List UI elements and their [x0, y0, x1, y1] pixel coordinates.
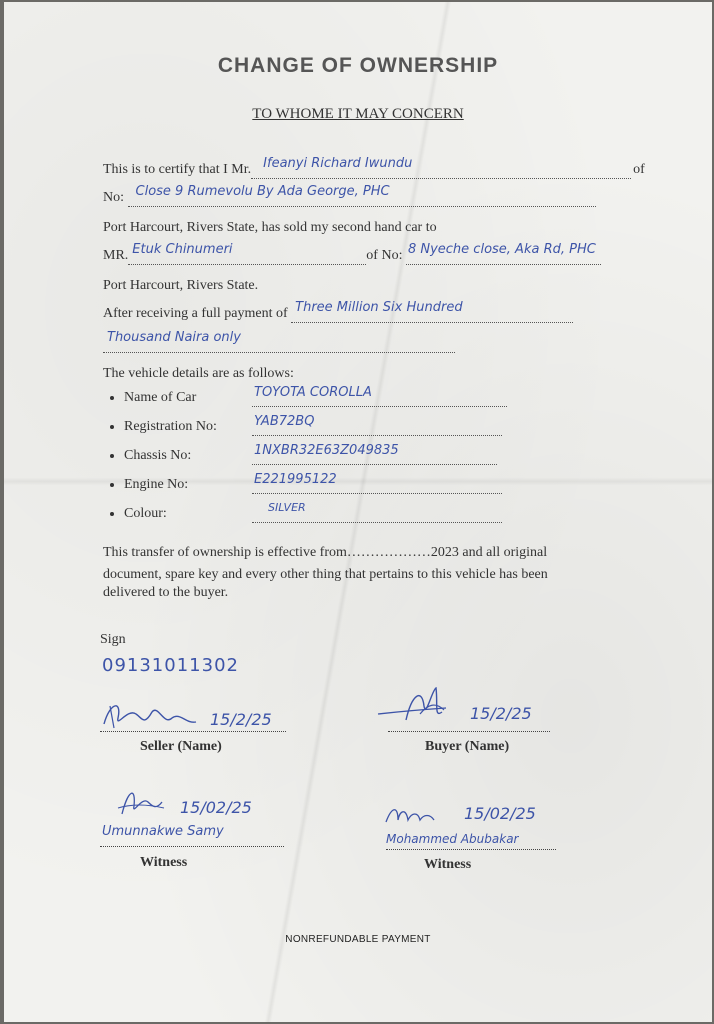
- vehicle-detail-engine: [124, 472, 507, 506]
- vehicle-detail-field: [252, 414, 502, 436]
- vehicle-detail-field: [252, 443, 497, 465]
- document-page: [4, 2, 712, 1022]
- witness2-date: 15/02/25: [464, 804, 536, 823]
- buyer-line: [103, 242, 601, 265]
- witness1-signature: [116, 784, 176, 820]
- witness2-name: Mohammed Abubakar: [386, 832, 519, 846]
- buyer-name-value: Etuk Chinumeri: [132, 242, 233, 257]
- of-no-label: of No:: [366, 248, 403, 263]
- payment-line-2: [103, 330, 455, 353]
- transfer-line-1: This transfer of ownership is effective from………………2023 and all original: [103, 545, 548, 560]
- payment-value-1: Three Million Six Hundred: [295, 300, 463, 315]
- vehicle-detail-label: Colour:: [124, 506, 167, 521]
- sign-label: Sign: [100, 632, 126, 647]
- no-label: No:: [103, 190, 124, 205]
- vehicle-detail-name: [124, 385, 507, 419]
- vehicle-intro: The vehicle details are as follows:: [103, 366, 294, 381]
- mr-label: MR.: [103, 248, 129, 263]
- buyer-city-line: Port Harcourt, Rivers State.: [103, 278, 259, 293]
- buyer-address-value: 8 Nyeche close, Aka Rd, PHC: [407, 242, 596, 257]
- witness1-signature-line: [100, 846, 284, 847]
- witness2-caption: Witness: [424, 857, 472, 872]
- vehicle-detail-value: YAB72BQ: [254, 414, 315, 429]
- seller-caption: Seller (Name): [140, 739, 222, 754]
- of-label: of: [633, 162, 645, 177]
- phone-number: 09131011302: [102, 655, 239, 676]
- buyer-date: 15/2/25: [470, 704, 532, 723]
- transfer-line-2: document, spare key and every other thing that pertains to this vehicle has been: [103, 567, 548, 582]
- vehicle-detail-colour: [124, 501, 507, 535]
- payment-field-1: [291, 300, 573, 323]
- witness1-name: Umunnakwe Samy: [102, 824, 224, 839]
- vehicle-detail-value: TOYOTA COROLLA: [254, 385, 372, 400]
- seller-address-field: [128, 184, 596, 207]
- sold-line: Port Harcourt, Rivers State, has sold my second hand car to: [103, 220, 437, 235]
- transfer-line-3: delivered to the buyer.: [103, 585, 229, 600]
- payment-field-2: [103, 330, 455, 353]
- footer-note: NONREFUNDABLE PAYMENT: [285, 934, 431, 945]
- document-title: CHANGE OF OWNERSHIP: [217, 54, 499, 77]
- buyer-signature: [376, 684, 476, 726]
- vehicle-detail-field: [252, 385, 507, 407]
- buyer-address-field: [406, 242, 601, 265]
- seller-name-value: Ifeanyi Richard Iwundu: [263, 156, 413, 171]
- seller-signature: [100, 698, 220, 734]
- vehicle-detail-field: [252, 501, 502, 523]
- vehicle-detail-value: SILVER: [268, 501, 306, 514]
- certify-line: [103, 156, 645, 179]
- witness1-date: 15/02/25: [180, 798, 252, 817]
- seller-name-field: [251, 156, 631, 179]
- vehicle-detail-label: Chassis No:: [124, 448, 192, 463]
- seller-date: 15/2/25: [210, 710, 272, 729]
- vehicle-detail-value: 1NXBR32E63Z049835: [254, 443, 399, 458]
- seller-address-value: Close 9 Rumevolu By Ada George, PHC: [135, 184, 390, 199]
- vehicle-detail-field: [252, 472, 502, 494]
- seller-address-line: [103, 184, 596, 207]
- vehicle-detail-label: Name of Car: [124, 390, 197, 405]
- witness2-signature: [384, 802, 444, 828]
- payment-value-2: Thousand Naira only: [107, 330, 241, 345]
- vehicle-detail-value: E221995122: [254, 472, 337, 487]
- buyer-name-field: [128, 242, 366, 265]
- seller-signature-line: [100, 731, 286, 732]
- document-subtitle: TO WHOME IT MAY CONCERN: [252, 106, 464, 122]
- witness1-caption: Witness: [140, 855, 188, 870]
- vehicle-detail-label: Engine No:: [124, 477, 189, 492]
- payment-prefix: After receiving a full payment of: [103, 306, 288, 321]
- vehicle-details-list: [104, 385, 507, 535]
- certify-prefix: This is to certify that I Mr.: [103, 162, 252, 177]
- buyer-caption: Buyer (Name): [425, 739, 510, 754]
- vehicle-detail-label: Registration No:: [124, 419, 217, 434]
- payment-line: [103, 300, 573, 323]
- witness2-signature-line: [386, 849, 556, 850]
- buyer-signature-line: [388, 731, 550, 732]
